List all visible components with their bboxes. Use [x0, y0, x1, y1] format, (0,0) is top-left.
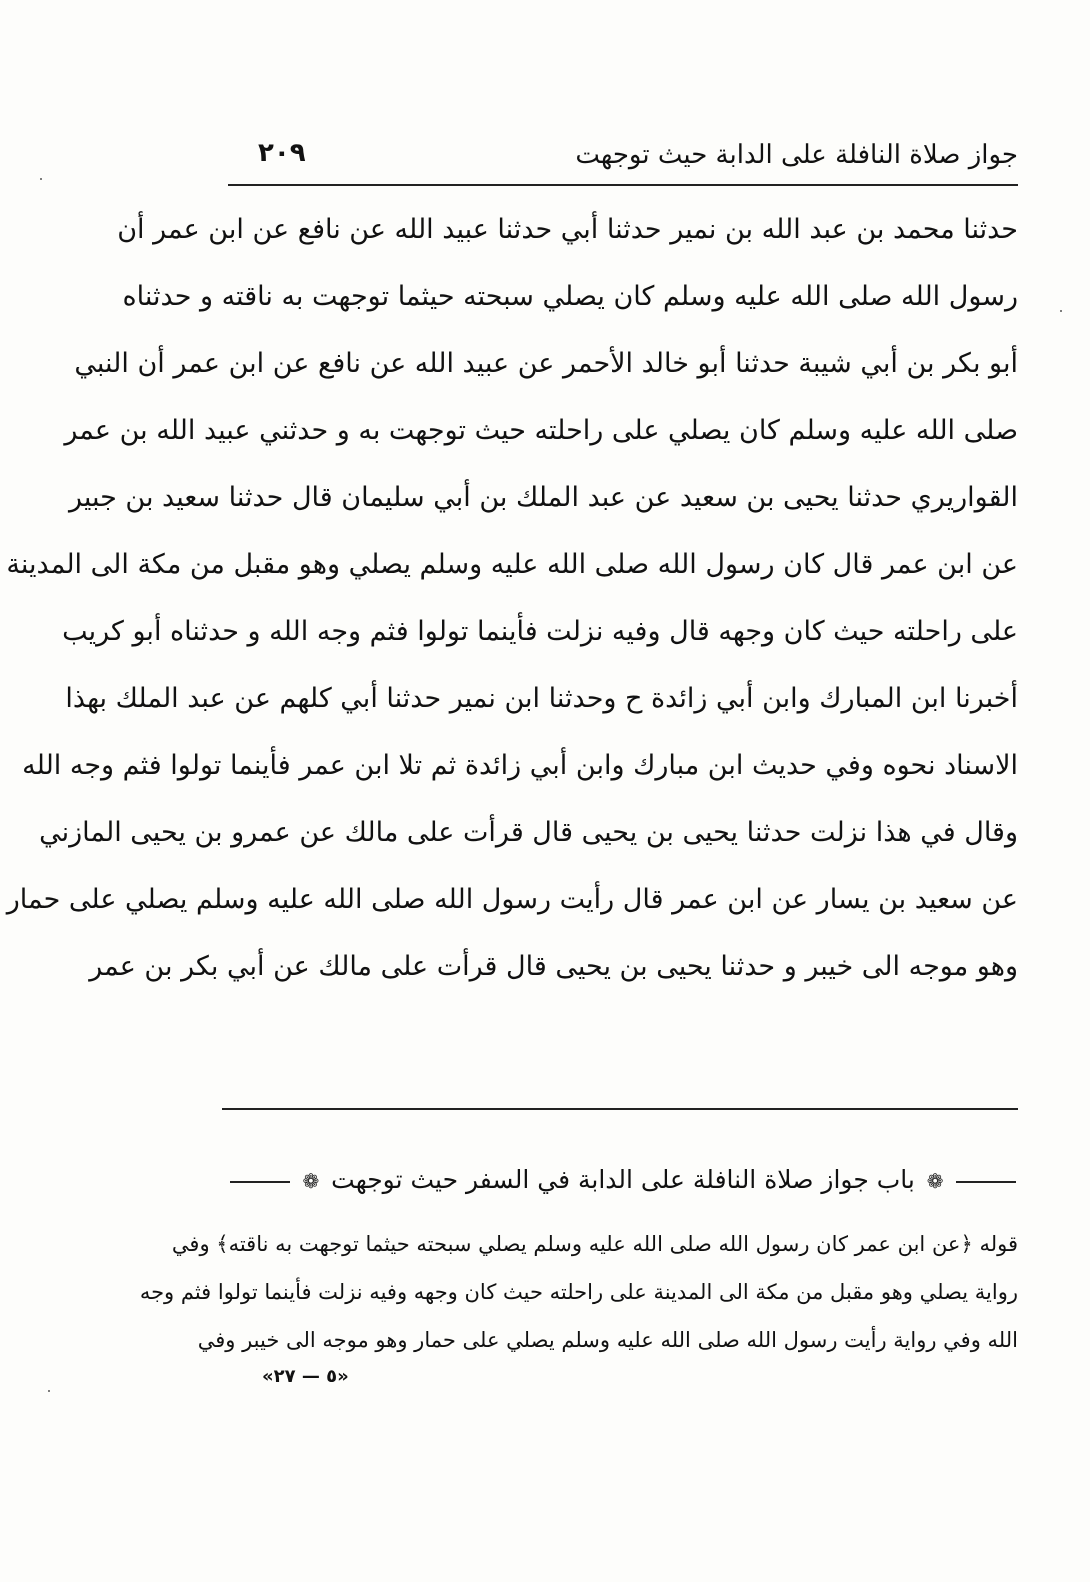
- printer-signature: «٥ — ٢٧»: [262, 1366, 349, 1387]
- commentary-line: الله وفي رواية رأيت رسول الله صلى الله عليه وسلم يصلي على حمار وهو موجه الى خيبر وفي: [197, 1328, 1018, 1352]
- text-line: رسول الله صلى الله عليه وسلم كان يصلي سبحته حيثما توجهت به ناقته و حدثناه: [122, 281, 1018, 312]
- text-line: الاسناد نحوه وفي حديث ابن مبارك وابن أبي زائدة ثم تلا ابن عمر فأينما تولوا فثم وجه الله: [22, 750, 1018, 781]
- scan-speck: [1060, 310, 1062, 312]
- text-line: على راحلته حيث كان وجهه قال وفيه نزلت فأينما تولوا فثم وجه الله و حدثناه أبو كريب: [62, 616, 1018, 647]
- ornament-icon: ❁: [302, 1169, 320, 1193]
- heading-dash: [230, 1181, 290, 1183]
- text-line: حدثنا محمد بن عبد الله بن نمير حدثنا أبي حدثنا عبيد الله عن نافع عن ابن عمر أن: [117, 214, 1018, 245]
- chapter-heading: [228, 1160, 1018, 1200]
- scan-speck: [40, 178, 42, 180]
- header-rule: [228, 184, 1018, 186]
- text-line: صلى الله عليه وسلم كان يصلي على راحلته حيث توجهت به و حدثني عبيد الله بن عمر: [64, 415, 1018, 446]
- hadith-text: [6, 196, 1018, 1000]
- text-line: عن ابن عمر قال كان رسول الله صلى الله عليه وسلم يصلي وهو مقبل من مكة الى المدينة: [6, 549, 1018, 580]
- text-line: أبو بكر بن أبي شيبة حدثنا أبو خالد الأحمر عن عبيد الله عن نافع عن ابن عمر أن النبي: [74, 348, 1018, 379]
- text-line: وقال في هذا نزلت حدثنا يحيى بن يحيى قال قرأت على مالك عن عمرو بن يحيى المازني: [39, 817, 1018, 848]
- commentary-line: رواية يصلي وهو مقبل من مكة الى المدينة على راحلته حيث كان وجهه وفيه نزلت فأينما تولوا فثم وجه: [139, 1280, 1018, 1304]
- ornament-icon: ❁: [926, 1169, 944, 1193]
- section-rule: [222, 1108, 1018, 1110]
- page-header: [228, 136, 1018, 180]
- scan-speck: [48, 1390, 50, 1392]
- chapter-title: باب جواز صلاة النافلة على الدابة في السفر حيث توجهت: [331, 1165, 915, 1194]
- text-line: عن سعيد بن يسار عن ابن عمر قال رأيت رسول الله صلى الله عليه وسلم يصلي على حمار: [6, 884, 1018, 915]
- text-line: القواريري حدثنا يحيى بن سعيد عن عبد الملك بن أبي سليمان قال حدثنا سعيد بن جبير: [68, 482, 1018, 513]
- heading-dash: [956, 1181, 1016, 1183]
- running-title: جواز صلاة النافلة على الدابة حيث توجهت: [575, 140, 1018, 170]
- text-line: أخبرنا ابن المبارك وابن أبي زائدة ح وحدثنا ابن نمير حدثنا أبي كلهم عن عبد الملك بهذا: [65, 683, 1018, 714]
- text-line: وهو موجه الى خيبر و حدثنا يحيى بن يحيى قال قرأت على مالك عن أبي بكر بن عمر: [89, 951, 1018, 982]
- commentary-line: قوله ﴿عن ابن عمر كان رسول الله صلى الله عليه وسلم يصلي سبحته حيثما توجهت به ناقته﴾ وفي: [171, 1232, 1018, 1256]
- commentary-text: [139, 1220, 1018, 1364]
- page-number: ٢٠٩: [258, 138, 306, 168]
